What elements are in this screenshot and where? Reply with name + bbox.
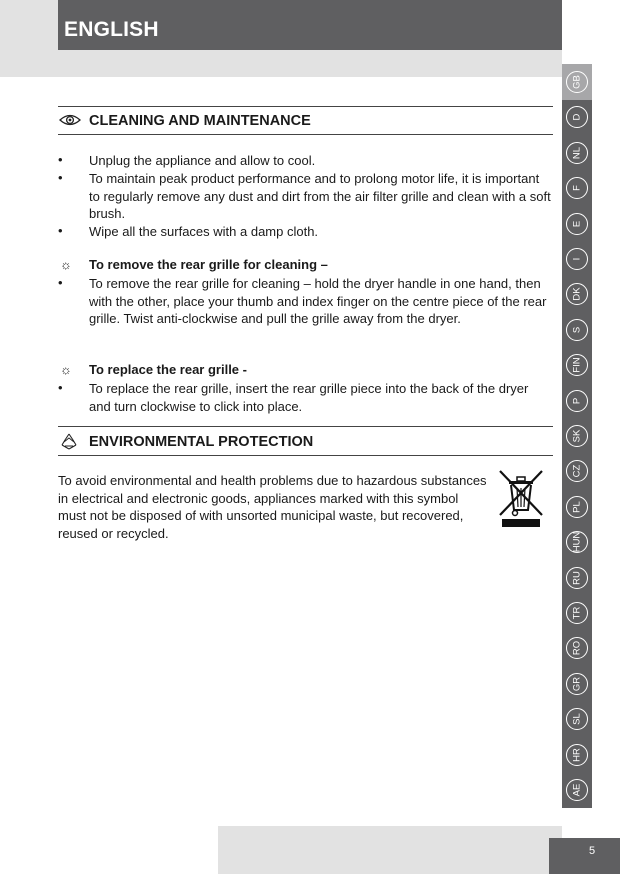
language-tab-ae[interactable] [566,779,588,801]
environment-title: ENVIRONMENTAL PROTECTION [89,434,314,450]
language-tab-label: HR [571,747,583,762]
replace-grille-title: To replace the rear grille - [89,362,247,377]
eye-icon [59,113,81,127]
recycle-icon [60,433,78,450]
language-tab-label: SL [571,713,583,725]
language-tab-label: CZ [571,465,583,478]
language-tab-e[interactable] [566,213,588,235]
list-item: Wipe all the surfaces with a damp cloth. [89,224,319,239]
language-tab-label: GB [571,75,583,89]
bullet-icon: • [58,170,63,185]
language-tab-label: HUN [571,531,583,553]
environment-text: To avoid environmental and health problems due to hazardous substances in electrical and electronic goods, appliances marked with this symbol must not be disposed of with unsorted municipal waste, but recovered, reused or recycled. [58,473,487,541]
language-tab-label: E [571,220,583,227]
language-tab-label: D [571,113,583,121]
language-tab-label: RO [571,641,583,656]
language-tab-label: S [571,326,583,333]
language-tab-nl[interactable] [566,142,588,164]
language-tab-label: FIN [571,357,583,373]
section-rule-top [58,106,553,107]
remove-grille-title: To remove the rear grille for cleaning – [89,257,328,272]
language-tab-label: RU [571,570,583,585]
page-title: ENGLISH [64,18,159,41]
section-rule-bottom [58,134,553,135]
bullet-icon: • [58,380,63,395]
page-number-box [549,838,620,874]
replace-grille-text: To replace the rear grille, insert the rear grille piece into the back of the dryer and turn clockwise to click into place. [89,381,529,414]
language-tab-p[interactable] [566,390,588,412]
section-rule-top [58,426,553,427]
language-tab-s[interactable] [566,319,588,341]
section-rule-bottom [58,455,553,456]
bullet-icon: • [58,275,63,290]
bullet-icon: • [58,223,63,238]
language-tab-gr[interactable] [566,673,588,695]
weee-crossed-bin-icon [496,468,546,530]
language-tab-pl[interactable] [566,496,588,518]
language-tab-label: SK [571,429,583,443]
language-tab-label: TR [571,606,583,620]
list-item: Unplug the appliance and allow to cool. [89,153,316,168]
footer-band [218,826,562,874]
language-tab-tr[interactable] [566,602,588,624]
language-tab-label: DK [571,287,583,301]
language-tab-i[interactable] [566,248,588,270]
cleaning-title: CLEANING AND MAINTENANCE [89,113,311,129]
language-tab-hr[interactable] [566,744,588,766]
sun-icon: ☼ [60,362,72,377]
language-tab-label: AE [571,783,583,797]
bullet-icon: • [58,152,63,167]
language-tab-gb[interactable] [566,71,588,93]
language-tab-label: P [571,397,583,404]
sun-icon: ☼ [60,257,72,272]
language-tab-label: GR [571,676,583,691]
language-tab-ru[interactable] [566,567,588,589]
page-number: 5 [589,845,596,857]
language-tab-label: NL [571,146,583,159]
list-item: To maintain peak product performance and to prolong motor life, it is important to regularly remove any dust and dirt from the air filter grille and clean with a soft brush. [89,171,551,221]
language-tab-label: PL [571,500,583,513]
language-tab-label: F [571,185,583,192]
remove-grille-text: To remove the rear grille for cleaning – hold the dryer handle in one hand, then with the other, place your thumb and index finger on the centre piece of the rear grille. Twist anti-clockwise and pull the grille away from the dryer. [89,276,547,326]
language-tab-label: I [571,257,583,261]
language-tab-sk[interactable] [566,425,588,447]
